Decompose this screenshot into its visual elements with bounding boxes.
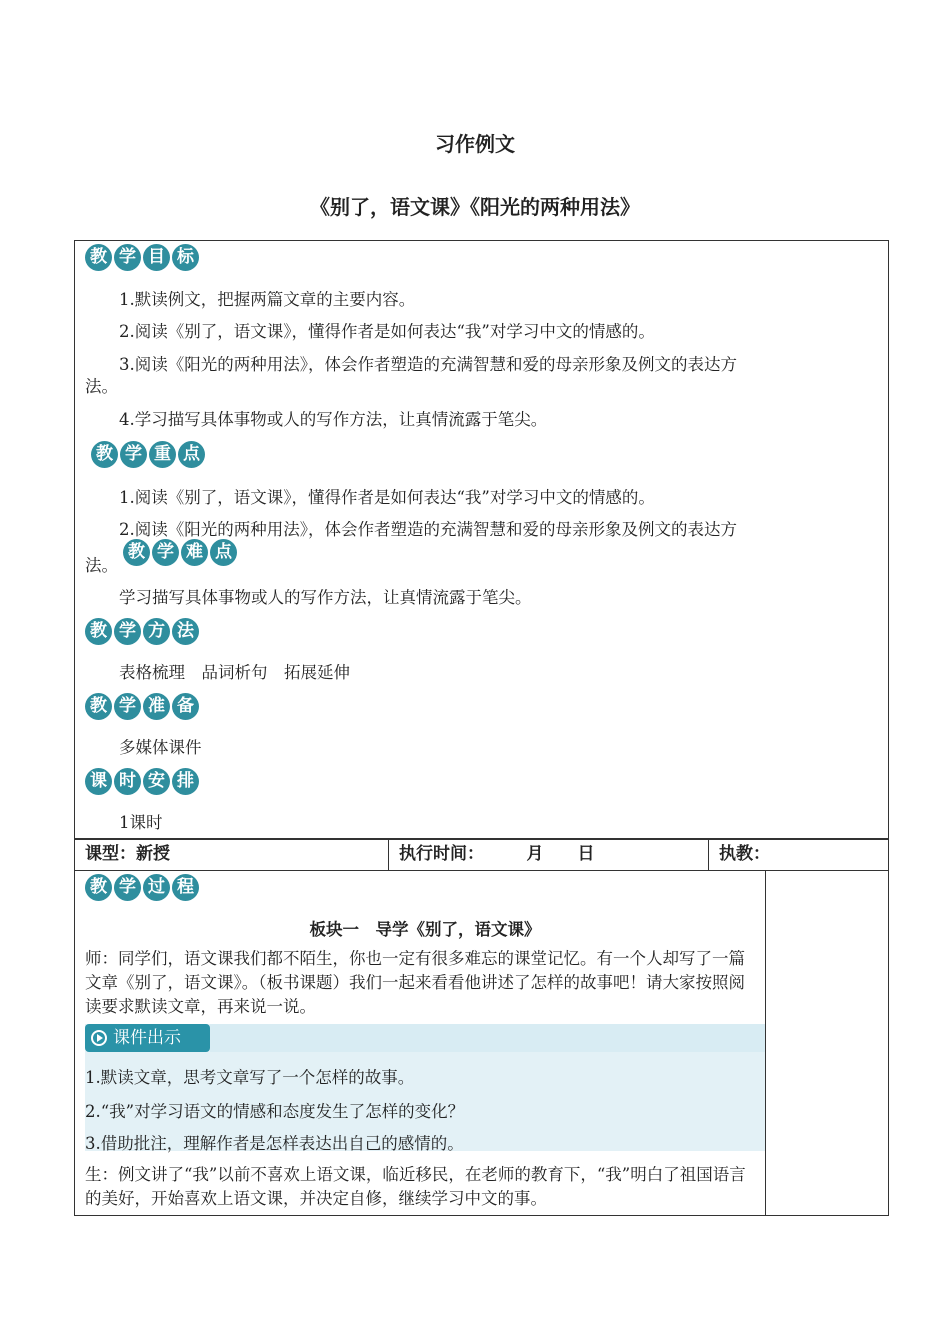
teacher-field: 执教： <box>719 844 770 864</box>
key-line: 法。 <box>85 556 118 575</box>
courseware-item: 2.“我”对学习语文的情感和态度发生了怎样的变化？ <box>85 1102 465 1121</box>
courseware-header <box>85 1024 210 1052</box>
notes-column-divider <box>765 871 766 1215</box>
courseware-item: 1.默读文章，思考文章写了一个怎样的故事。 <box>85 1068 415 1087</box>
method-line: 表格梳理 品词析句 拓展延伸 <box>119 663 350 682</box>
student-text: 生：例文讲了“我”以前不喜欢上语文课，临近移民，在老师的教育下，“我”明白了祖国语言的美好，开始喜欢上语文课，并决定自修，继续学习中文的事。 <box>85 1165 746 1208</box>
execution-time: 执行时间： 月 日 <box>389 839 709 870</box>
courseware-label: 课件出示 <box>113 1028 181 1048</box>
block-title: 板块一 导学《别了，语文课》 <box>309 920 541 939</box>
goal-line: 3.阅读《阳光的两种用法》，体会作者塑造的充满智慧和爱的母亲形象及例文的表达方 <box>119 355 737 374</box>
section-badge-schedule: 课 时 安 排 <box>85 768 199 795</box>
section-badge-difficulties: 教 学 难 点 <box>123 539 237 566</box>
schedule-line: 1课时 <box>119 813 163 832</box>
play-icon <box>91 1030 107 1046</box>
goal-line: 1.默读例文，把握两篇文章的主要内容。 <box>119 290 416 309</box>
goal-line: 法。 <box>85 377 118 396</box>
doc-subtitle: 《别了，语文课》《阳光的两种用法》 <box>310 195 640 219</box>
goal-line: 2.阅读《别了，语文课》，懂得作者是如何表达“我”对学习中文的情感的。 <box>119 322 655 341</box>
lesson-info-row <box>74 838 889 871</box>
teaching-process-panel <box>74 870 889 1216</box>
lesson-type: 课型：新授 <box>75 839 389 870</box>
teacher-text: 师：同学们，语文课我们都不陌生，你也一定有很多难忘的课堂记忆。有一个人却写了一篇文章《别了，语文课》。（板书课题）我们一起来看看他讲述了怎样的故事吧！请大家按照阅读要求默读文章，再来说一说。 <box>85 949 745 1016</box>
prep-line: 多媒体课件 <box>119 738 202 757</box>
section-badge-goals: 教 学 目 标 <box>85 244 199 271</box>
doc-title: 习作例文 <box>435 132 515 156</box>
section-badge-process: 教 学 过 程 <box>85 874 199 901</box>
section-badge-key-points: 教 学 重 点 <box>91 441 205 468</box>
courseware-item: 3.借助批注，理解作者是怎样表达出自己的感情的。 <box>85 1134 464 1153</box>
courseware-panel <box>85 1024 765 1151</box>
lesson-overview-panel <box>74 240 889 840</box>
goal-line: 4.学习描写具体事物或人的写作方法，让真情流露于笔尖。 <box>119 410 548 429</box>
key-line: 1.阅读《别了，语文课》，懂得作者是如何表达“我”对学习中文的情感的。 <box>119 488 655 507</box>
section-badge-preparation: 教 学 准 备 <box>85 693 199 720</box>
courseware-header-stripe <box>210 1024 765 1052</box>
key-line: 2.阅读《阳光的两种用法》，体会作者塑造的充满智慧和爱的母亲形象及例文的表达方 <box>119 520 737 539</box>
section-badge-method: 教 学 方 法 <box>85 618 199 645</box>
difficulty-line: 学习描写具体事物或人的写作方法，让真情流露于笔尖。 <box>119 588 532 607</box>
